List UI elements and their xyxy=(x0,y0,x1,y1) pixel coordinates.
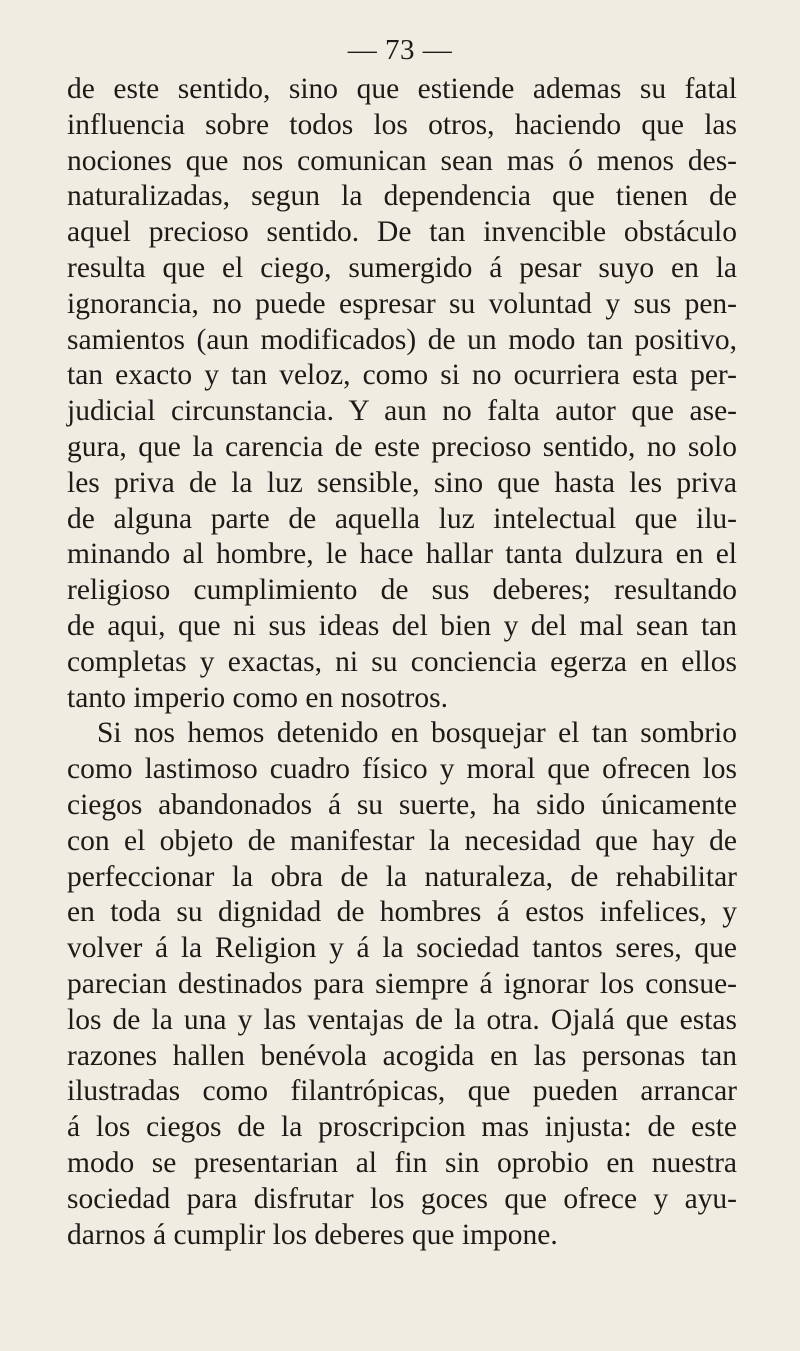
text-line: los de la una y las ventajas de la otra. Ojalá que estas xyxy=(67,1003,737,1036)
text-line: completas y exactas, ni su conciencia egerza en ellos xyxy=(67,645,737,678)
paragraph-end-line: darnos á cumplir los deberes que impone. xyxy=(67,1218,558,1251)
text-line: á los ciegos de la proscripcion mas injusta: de este xyxy=(67,1111,737,1144)
text-line: razones hallen benévola acogida en las personas tan xyxy=(67,1039,737,1072)
paragraph-end-line: tanto imperio como en nosotros. xyxy=(67,681,448,714)
text-line: naturalizadas, segun la dependencia que tienen de xyxy=(67,180,737,213)
text-line: en toda su dignidad de hombres á estos infelices, y xyxy=(67,896,737,929)
text-line: de aqui, que ni sus ideas del bien y del mal sean tan xyxy=(67,609,737,642)
text-line: parecian destinados para siempre á ignorar los consue- xyxy=(67,967,737,1000)
text-line: samientos (aun modificados) de un modo tan positivo, xyxy=(67,323,737,356)
text-line: con el objeto de manifestar la necesidad que hay de xyxy=(67,824,737,857)
page-number: — 73 — xyxy=(347,34,453,66)
text-line: aquel precioso sentido. De tan invencible obstáculo xyxy=(67,216,737,249)
text-line: les priva de la luz sensible, sino que hasta les priva xyxy=(67,466,737,499)
text-line: gura, que la carencia de este precioso sentido, no solo xyxy=(67,430,737,463)
text-line: ignorancia, no puede espresar su voluntad y sus pen- xyxy=(67,287,737,320)
text-line: perfeccionar la obra de la naturaleza, de rehabilitar xyxy=(67,860,737,893)
text-line: nociones que nos comunican sean mas ó menos des- xyxy=(67,144,737,177)
text-line: modo se presentarian al fin sin oprobio en nuestra xyxy=(67,1146,737,1179)
paragraph-start-line: Si nos hemos detenido en bosquejar el tan sombrio xyxy=(97,717,737,750)
text-line: judicial circunstancia. Y aun no falta autor que ase- xyxy=(67,395,737,428)
body-text xyxy=(67,72,737,1253)
text-line: de alguna parte de aquella luz intelectual que ilu- xyxy=(67,502,737,535)
text-line: volver á la Religion y á la sociedad tantos seres, que xyxy=(67,932,737,965)
text-line: religioso cumplimiento de sus deberes; resultando xyxy=(67,574,737,607)
text-line: sociedad para disfrutar los goces que ofrece y ayu- xyxy=(67,1182,737,1215)
text-line: ilustradas como filantrópicas, que pueden arrancar xyxy=(67,1075,737,1108)
text-line: resulta que el ciego, sumergido á pesar suyo en la xyxy=(67,251,737,284)
text-line: tan exacto y tan veloz, como si no ocurriera esta per- xyxy=(67,359,737,392)
text-line: influencia sobre todos los otros, haciendo que las xyxy=(67,108,737,141)
text-line: minando al hombre, le hace hallar tanta dulzura en el xyxy=(67,538,737,571)
text-line: de este sentido, sino que estiende ademas su fatal xyxy=(67,73,737,105)
text-line: ciegos abandonados á su suerte, ha sido únicamente xyxy=(67,788,737,821)
text-line: como lastimoso cuadro físico y moral que ofrecen los xyxy=(67,753,737,786)
